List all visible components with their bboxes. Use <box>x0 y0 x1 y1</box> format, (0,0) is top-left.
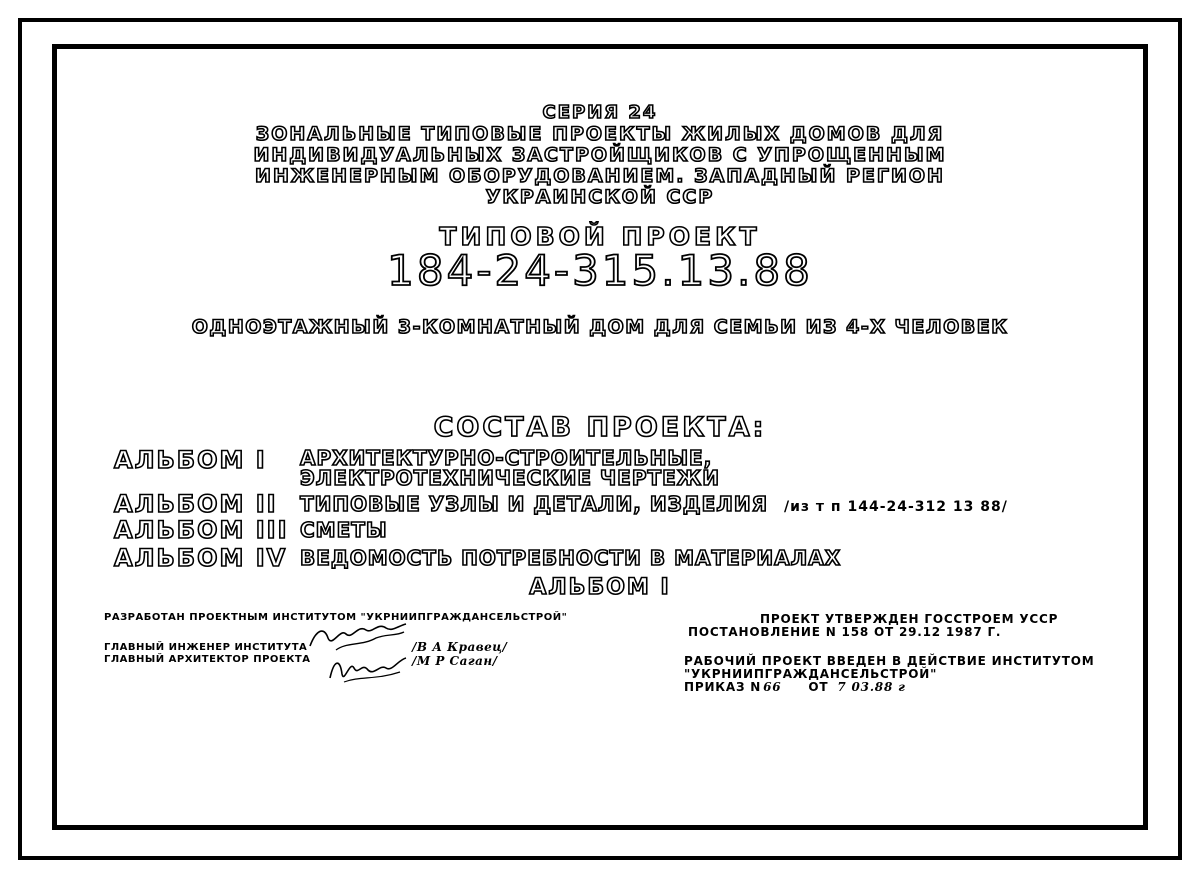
description-line: УКРАИНСКОЙ ССР <box>485 186 715 208</box>
album-3-name: АЛЬБОМ III <box>114 516 289 544</box>
description-line: ИНЖЕНЕРНЫМ ОБОРУДОВАНИЕМ. ЗАПАДНЫЙ РЕГИОН <box>255 165 945 187</box>
album-1-desc-line: ЭЛЕКТРОТЕХНИЧЕСКИЕ ЧЕРТЕЖИ <box>300 466 721 490</box>
approval-line-2: ПОСТАНОВЛЕНИЕ N 158 ОТ 29.12 1987 Г. <box>688 625 1002 639</box>
album-4-desc: ВЕДОМОСТЬ ПОТРЕБНОСТИ В МАТЕРИАЛАХ <box>300 546 842 570</box>
album-2-ref: /из т п 144-24-312 13 88/ <box>784 499 1008 515</box>
album-4-name: АЛЬБОМ IV <box>114 544 288 572</box>
description-line: ЗОНАЛЬНЫЕ ТИПОВЫЕ ПРОЕКТЫ ЖИЛЫХ ДОМОВ ДЛЯ <box>255 123 945 145</box>
description-line: ИНДИВИДУАЛЬНЫХ ЗАСТРОЙЩИКОВ С УПРОЩЕННЫМ <box>253 144 947 166</box>
order-date: 7 03.88 г <box>837 680 906 694</box>
developed-by: РАЗРАБОТАН ПРОЕКТНЫМ ИНСТИТУТОМ "УКРНИИПГРАЖДАНСЕЛЬСТРОЙ" <box>104 612 568 623</box>
order-line <box>684 680 906 694</box>
album-2-desc <box>300 494 1008 517</box>
album-1-desc <box>300 448 720 488</box>
order-label: ПРИКАЗ N <box>684 680 762 694</box>
chief-architect-label: ГЛАВНЫЙ АРХИТЕКТОР ПРОЕКТА <box>104 654 311 665</box>
approval-line-1: ПРОЕКТ УТВЕРЖДЕН ГОССТРОЕМ УССР <box>760 612 1059 626</box>
composition-title: СОСТАВ ПРОЕКТА: <box>433 412 767 443</box>
album-2-desc-line: ТИПОВЫЕ УЗЛЫ И ДЕТАЛИ, ИЗДЕЛИЯ <box>300 492 769 516</box>
series-description <box>0 124 1200 208</box>
chief-engineer-name: /В А Кравец/ <box>412 640 508 654</box>
album-1-desc-line: АРХИТЕКТУРНО-СТРОИТЕЛЬНЫЕ, <box>300 446 713 470</box>
series-title: СЕРИЯ 24 <box>542 102 658 123</box>
album-3-desc: СМЕТЫ <box>300 518 388 542</box>
chief-architect-signature <box>326 650 410 686</box>
chief-architect-name: /М Р Саган/ <box>412 654 498 668</box>
chief-engineer-label: ГЛАВНЫЙ ИНЖЕНЕР ИНСТИТУТА <box>104 642 308 653</box>
house-title: ОДНОЭТАЖНЫЙ 3-КОМНАТНЫЙ ДОМ ДЛЯ СЕМЬИ ИЗ 4-Х ЧЕЛОВЕК <box>191 316 1009 338</box>
enacted-line-2: "УКРНИИПГРАЖДАНСЕЛЬСТРОЙ" <box>684 667 938 681</box>
album-1-name: АЛЬБОМ I <box>114 446 267 474</box>
enacted-line-1: РАБОЧИЙ ПРОЕКТ ВВЕДЕН В ДЕЙСТВИЕ ИНСТИТУТОМ <box>684 654 1095 668</box>
order-number: 66 <box>763 680 782 694</box>
order-date-label: ОТ <box>808 680 829 694</box>
current-album: АЛЬБОМ I <box>529 575 671 600</box>
project-type: ТИПОВОЙ ПРОЕКТ <box>439 222 761 251</box>
project-number: 184-24-315.13.88 <box>387 246 813 295</box>
album-2-name: АЛЬБОМ II <box>114 490 278 518</box>
